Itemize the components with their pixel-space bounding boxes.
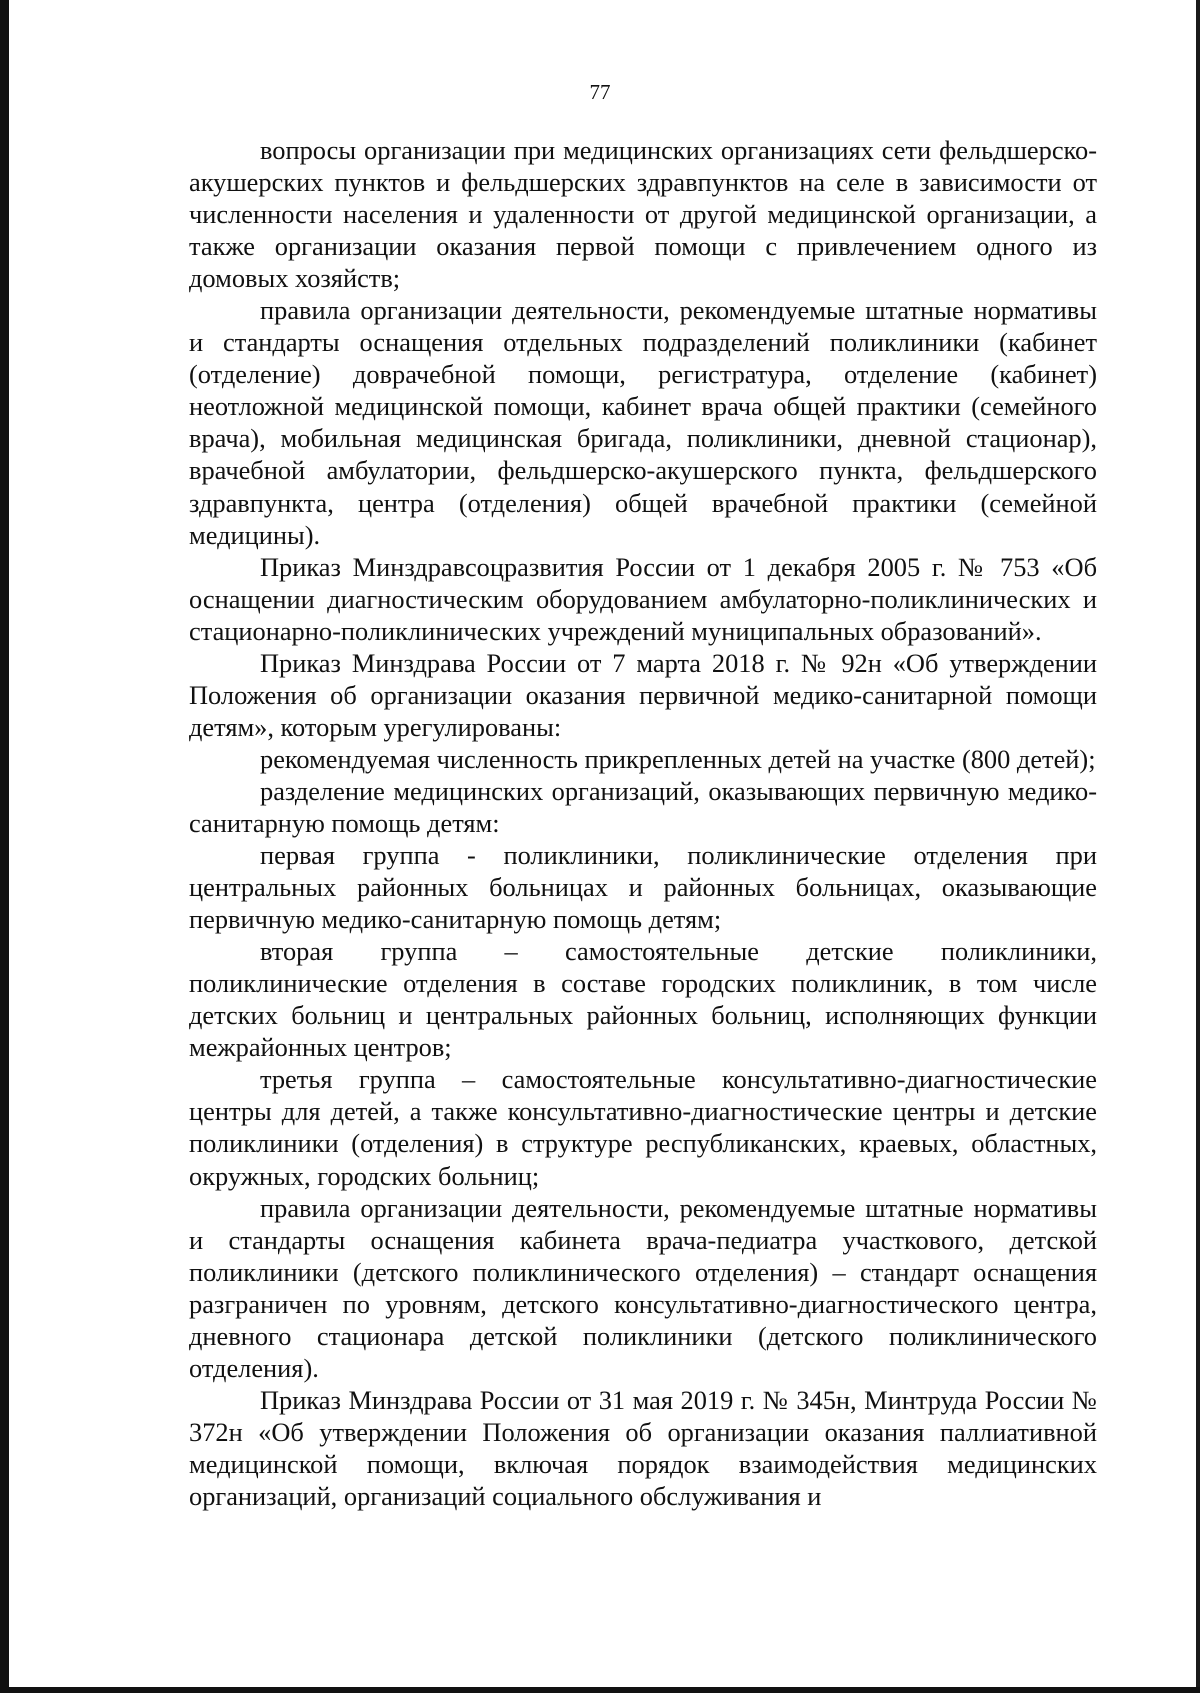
scan-edge-left: [0, 0, 9, 1693]
paragraph-order-345n: Приказ Минздрава России от 31 мая 2019 г. № 345н, Минтруда России № 372н «Об утверждении Положения об организации оказания паллиативной медицинской помощи, включая порядок взаимодействия медицинских организаций, организаций социального обслуживания и: [189, 1384, 1097, 1511]
scan-edge-bottom: [0, 1687, 1200, 1693]
paragraph-order-92n: Приказ Минздрава России от 7 марта 2018 г. № 92н «Об утверждении Положения об организации оказания первичной медико-санитарной помощи детям», которым урегулированы:: [189, 647, 1097, 742]
paragraph-polyclinic-rules: правила организации деятельности, рекомендуемые штатные нормативы и стандарты оснащения отдельных подразделений поликлиники (кабинет (отделение) доврачебной помощи, регистратура, отделение (кабинет) неотложной медицинской помощи, кабинет врача общей практики (семейного врача), мобильная медицинская бригада, поликлиники, дневной стационар), врачебной амбулатории, фельдшерско-акушерского пункта, фельдшерского здравпункта, центра (отделения) общей врачебной практики (семейной медицины).: [189, 295, 1097, 550]
paragraph-third-group: третья группа – самостоятельные консультативно-диагностические центры для детей, а также консультативно-диагностические центры и детские поликлиники (отделения) в структуре республиканских, краевых, областных, окружных, городских больниц;: [189, 1064, 1097, 1191]
paragraph-organization-division: разделение медицинских организаций, оказывающих первичную медико-санитарную помощь детям:: [189, 775, 1097, 838]
paragraph-pediatric-rules: правила организации деятельности, рекомендуемые штатные нормативы и стандарты оснащения кабинета врача-педиатра участкового, детской поликлиники (детского поликлинического отделения) – стандарт оснащения разграничен по уровням, детского консультативно-диагностического центра, дневного стационара детской поликлиники (детского поликлинического отделения).: [189, 1192, 1097, 1383]
paragraph-first-group: первая группа - поликлиники, поликлинические отделения при центральных районных больницах и районных больницах, оказывающие первичную медико-санитарную помощь детям;: [189, 840, 1097, 935]
page-number: 77: [589, 80, 611, 104]
paragraph-organization-questions: вопросы организации при медицинских организациях сети фельдшерско-акушерских пунктов и фельдшерских здравпунктов на селе в зависимости от численности населения и удаленности от другой медицинской организации, а также организации оказания первой помощи с привлечением одного из домовых хозяйств;: [189, 135, 1097, 294]
document-body: [189, 134, 1097, 1512]
paragraph-children-per-district: рекомендуемая численность прикрепленных детей на участке (800 детей);: [260, 743, 1096, 774]
scan-edge-right: [1196, 0, 1200, 1693]
paragraph-second-group: вторая группа – самостоятельные детские поликлиники, поликлинические отделения в составе городских поликлиник, в том числе детских больниц и центральных районных больниц, исполняющих функции межрайонных центров;: [189, 936, 1097, 1063]
paragraph-order-753: Приказ Минздравсоцразвития России от 1 декабря 2005 г. № 753 «Об оснащении диагностическим оборудованием амбулаторно-поликлинических и стационарно-поликлинических учреждений муниципальных образований».: [189, 551, 1097, 646]
